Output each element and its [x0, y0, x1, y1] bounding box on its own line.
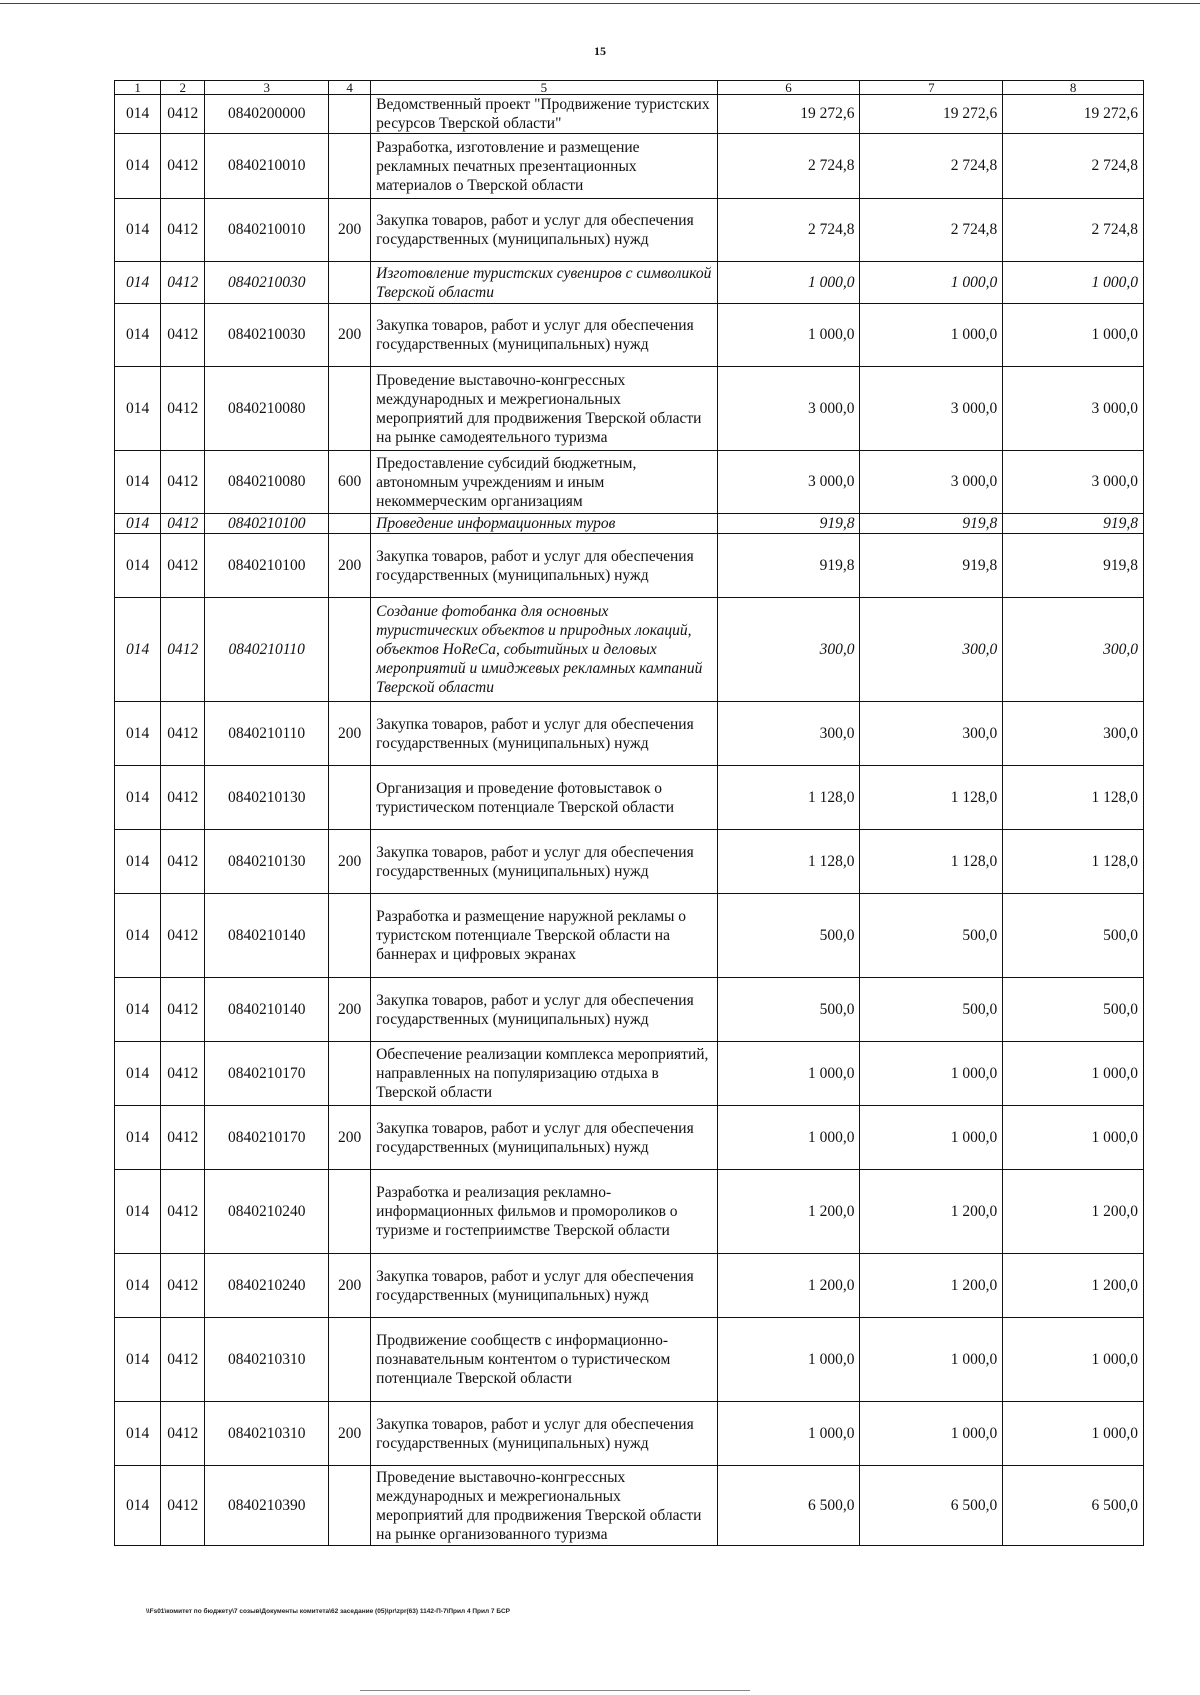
cell-amount-year2: 1 000,0 — [860, 1042, 1003, 1106]
cell-expense-type: 200 — [329, 830, 371, 894]
column-header: 4 — [329, 81, 371, 95]
cell-target-article: 0840210310 — [205, 1318, 329, 1402]
table-row — [115, 304, 1144, 367]
cell-section-code: 0412 — [161, 894, 205, 978]
cell-ministry-code: 014 — [115, 134, 161, 199]
cell-target-article: 0840210390 — [205, 1466, 329, 1546]
table-row — [115, 1042, 1144, 1106]
cell-amount-year3: 1 000,0 — [1003, 1042, 1144, 1106]
cell-amount-year3: 1 200,0 — [1003, 1254, 1144, 1318]
cell-ministry-code: 014 — [115, 514, 161, 534]
cell-amount-year3: 300,0 — [1003, 598, 1144, 702]
column-header: 8 — [1003, 81, 1144, 95]
cell-description: Проведение выставочно-конгрессных международных и межрегиональных мероприятий для продвижения Тверской области на рынке организованного туризма — [371, 1466, 717, 1546]
budget-table — [114, 80, 1144, 1546]
cell-target-article: 0840210030 — [205, 304, 329, 367]
cell-target-article: 0840200000 — [205, 95, 329, 134]
cell-description: Закупка товаров, работ и услуг для обеспечения государственных (муниципальных) нужд — [371, 304, 717, 367]
cell-amount-year1: 1 200,0 — [717, 1254, 860, 1318]
table-row — [115, 978, 1144, 1042]
cell-ministry-code: 014 — [115, 1106, 161, 1170]
cell-amount-year1: 1 000,0 — [717, 1318, 860, 1402]
cell-expense-type: 200 — [329, 1106, 371, 1170]
cell-description: Закупка товаров, работ и услуг для обеспечения государственных (муниципальных) нужд — [371, 978, 717, 1042]
cell-description: Создание фотобанка для основных туристических объектов и природных локаций, объектов HoReCa, событийных и деловых мероприятий и имиджевых рекламных кампаний Тверской области — [371, 598, 717, 702]
cell-description: Разработка и размещение наружной рекламы о туристском потенциале Тверской области на баннерах и цифровых экранах — [371, 894, 717, 978]
cell-amount-year3: 500,0 — [1003, 978, 1144, 1042]
cell-ministry-code: 014 — [115, 1318, 161, 1402]
cell-amount-year2: 1 200,0 — [860, 1254, 1003, 1318]
cell-ministry-code: 014 — [115, 367, 161, 451]
cell-ministry-code: 014 — [115, 199, 161, 262]
cell-amount-year2: 2 724,8 — [860, 134, 1003, 199]
column-header: 7 — [860, 81, 1003, 95]
top-border-line — [0, 3, 1200, 4]
table-row — [115, 534, 1144, 598]
cell-amount-year2: 300,0 — [860, 702, 1003, 766]
table-row — [115, 134, 1144, 199]
cell-target-article: 0840210030 — [205, 262, 329, 304]
cell-amount-year3: 19 272,6 — [1003, 95, 1144, 134]
cell-amount-year1: 2 724,8 — [717, 199, 860, 262]
cell-amount-year1: 1 128,0 — [717, 830, 860, 894]
cell-amount-year1: 1 000,0 — [717, 1106, 860, 1170]
cell-expense-type: 200 — [329, 978, 371, 1042]
cell-expense-type — [329, 95, 371, 134]
cell-ministry-code: 014 — [115, 534, 161, 598]
table-row — [115, 514, 1144, 534]
cell-section-code: 0412 — [161, 1042, 205, 1106]
cell-amount-year1: 2 724,8 — [717, 134, 860, 199]
table-row — [115, 766, 1144, 830]
cell-target-article: 0840210110 — [205, 598, 329, 702]
cell-amount-year3: 3 000,0 — [1003, 367, 1144, 451]
cell-expense-type: 200 — [329, 1254, 371, 1318]
cell-section-code: 0412 — [161, 830, 205, 894]
cell-section-code: 0412 — [161, 766, 205, 830]
cell-target-article: 0840210170 — [205, 1106, 329, 1170]
cell-ministry-code: 014 — [115, 1254, 161, 1318]
cell-amount-year1: 1 200,0 — [717, 1170, 860, 1254]
cell-section-code: 0412 — [161, 262, 205, 304]
column-header: 2 — [161, 81, 205, 95]
cell-expense-type — [329, 598, 371, 702]
cell-amount-year3: 1 200,0 — [1003, 1170, 1144, 1254]
cell-expense-type — [329, 766, 371, 830]
cell-expense-type — [329, 894, 371, 978]
cell-target-article: 0840210080 — [205, 451, 329, 514]
cell-section-code: 0412 — [161, 514, 205, 534]
table-row — [115, 95, 1144, 134]
cell-amount-year3: 1 000,0 — [1003, 1106, 1144, 1170]
cell-amount-year1: 1 000,0 — [717, 1042, 860, 1106]
table-row — [115, 262, 1144, 304]
cell-ministry-code: 014 — [115, 598, 161, 702]
table-row — [115, 598, 1144, 702]
cell-section-code: 0412 — [161, 1170, 205, 1254]
bottom-border-line — [360, 1690, 750, 1691]
cell-section-code: 0412 — [161, 1466, 205, 1546]
cell-target-article: 0840210110 — [205, 702, 329, 766]
cell-expense-type: 600 — [329, 451, 371, 514]
cell-ministry-code: 014 — [115, 1402, 161, 1466]
cell-expense-type — [329, 367, 371, 451]
cell-description: Ведомственный проект "Продвижение туристских ресурсов Тверской области" — [371, 95, 717, 134]
table-row — [115, 830, 1144, 894]
cell-amount-year3: 500,0 — [1003, 894, 1144, 978]
cell-expense-type: 200 — [329, 534, 371, 598]
cell-amount-year3: 1 128,0 — [1003, 766, 1144, 830]
cell-target-article: 0840210100 — [205, 534, 329, 598]
cell-section-code: 0412 — [161, 134, 205, 199]
cell-amount-year2: 500,0 — [860, 978, 1003, 1042]
cell-section-code: 0412 — [161, 978, 205, 1042]
table-row — [115, 367, 1144, 451]
cell-section-code: 0412 — [161, 451, 205, 514]
cell-amount-year1: 300,0 — [717, 702, 860, 766]
cell-target-article: 0840210010 — [205, 199, 329, 262]
cell-amount-year2: 19 272,6 — [860, 95, 1003, 134]
cell-ministry-code: 014 — [115, 830, 161, 894]
cell-amount-year1: 19 272,6 — [717, 95, 860, 134]
cell-amount-year2: 1 000,0 — [860, 1402, 1003, 1466]
cell-expense-type: 200 — [329, 1402, 371, 1466]
cell-amount-year2: 1 000,0 — [860, 262, 1003, 304]
cell-ministry-code: 014 — [115, 978, 161, 1042]
cell-amount-year2: 1 000,0 — [860, 1318, 1003, 1402]
cell-amount-year1: 1 128,0 — [717, 766, 860, 830]
cell-expense-type — [329, 134, 371, 199]
cell-amount-year1: 500,0 — [717, 894, 860, 978]
cell-description: Закупка товаров, работ и услуг для обеспечения государственных (муниципальных) нужд — [371, 1402, 717, 1466]
cell-section-code: 0412 — [161, 702, 205, 766]
table-row — [115, 1318, 1144, 1402]
cell-target-article: 0840210310 — [205, 1402, 329, 1466]
cell-expense-type: 200 — [329, 304, 371, 367]
cell-description: Продвижение сообществ с информационно-познавательным контентом о туристическом потенциале Тверской области — [371, 1318, 717, 1402]
cell-target-article: 0840210240 — [205, 1170, 329, 1254]
cell-expense-type — [329, 1466, 371, 1546]
cell-expense-type — [329, 1318, 371, 1402]
cell-section-code: 0412 — [161, 1106, 205, 1170]
table-row — [115, 894, 1144, 978]
cell-ministry-code: 014 — [115, 1170, 161, 1254]
cell-amount-year1: 919,8 — [717, 514, 860, 534]
cell-amount-year3: 300,0 — [1003, 702, 1144, 766]
column-header: 3 — [205, 81, 329, 95]
column-header: 5 — [371, 81, 717, 95]
cell-description: Разработка и реализация рекламно-информационных фильмов и промороликов о туризме и гостеприимстве Тверской области — [371, 1170, 717, 1254]
cell-amount-year2: 3 000,0 — [860, 367, 1003, 451]
cell-ministry-code: 014 — [115, 262, 161, 304]
cell-ministry-code: 014 — [115, 702, 161, 766]
cell-amount-year2: 2 724,8 — [860, 199, 1003, 262]
cell-target-article: 0840210170 — [205, 1042, 329, 1106]
cell-amount-year3: 2 724,8 — [1003, 134, 1144, 199]
cell-amount-year2: 500,0 — [860, 894, 1003, 978]
cell-amount-year3: 1 000,0 — [1003, 262, 1144, 304]
footer-file-path: \\Fs01\комитет по бюджету\7 созыв\Документы комитета\62 заседание (05)\pr\zpr(63) 1142-П-7\Прил 4 Прил 7 БСР — [146, 1608, 510, 1615]
cell-description: Обеспечение реализации комплекса мероприятий, направленных на популяризацию отдыха в Тверской области — [371, 1042, 717, 1106]
cell-amount-year2: 919,8 — [860, 534, 1003, 598]
cell-amount-year3: 1 128,0 — [1003, 830, 1144, 894]
cell-amount-year1: 1 000,0 — [717, 1402, 860, 1466]
cell-amount-year2: 3 000,0 — [860, 451, 1003, 514]
cell-section-code: 0412 — [161, 534, 205, 598]
cell-amount-year1: 300,0 — [717, 598, 860, 702]
table-row — [115, 702, 1144, 766]
page-number: 15 — [594, 44, 606, 58]
cell-amount-year2: 1 200,0 — [860, 1170, 1003, 1254]
cell-description: Закупка товаров, работ и услуг для обеспечения государственных (муниципальных) нужд — [371, 830, 717, 894]
cell-target-article: 0840210140 — [205, 978, 329, 1042]
cell-amount-year1: 3 000,0 — [717, 367, 860, 451]
cell-ministry-code: 014 — [115, 766, 161, 830]
column-header: 6 — [717, 81, 860, 95]
cell-amount-year2: 1 000,0 — [860, 304, 1003, 367]
cell-description: Разработка, изготовление и размещение рекламных печатных презентационных материалов о Тверской области — [371, 134, 717, 199]
cell-target-article: 0840210010 — [205, 134, 329, 199]
cell-target-article: 0840210080 — [205, 367, 329, 451]
cell-amount-year3: 1 000,0 — [1003, 304, 1144, 367]
table-body — [115, 95, 1144, 1546]
column-header: 1 — [115, 81, 161, 95]
table-row — [115, 1170, 1144, 1254]
cell-section-code: 0412 — [161, 367, 205, 451]
table-row — [115, 1466, 1144, 1546]
table-row — [115, 1254, 1144, 1318]
cell-description: Закупка товаров, работ и услуг для обеспечения государственных (муниципальных) нужд — [371, 702, 717, 766]
cell-section-code: 0412 — [161, 598, 205, 702]
cell-target-article: 0840210240 — [205, 1254, 329, 1318]
cell-amount-year1: 1 000,0 — [717, 262, 860, 304]
cell-section-code: 0412 — [161, 95, 205, 134]
cell-amount-year1: 1 000,0 — [717, 304, 860, 367]
cell-amount-year3: 919,8 — [1003, 514, 1144, 534]
cell-ministry-code: 014 — [115, 1042, 161, 1106]
cell-amount-year3: 1 000,0 — [1003, 1402, 1144, 1466]
cell-amount-year1: 919,8 — [717, 534, 860, 598]
cell-target-article: 0840210130 — [205, 766, 329, 830]
cell-amount-year2: 6 500,0 — [860, 1466, 1003, 1546]
table-row — [115, 1106, 1144, 1170]
table-row — [115, 199, 1144, 262]
cell-amount-year2: 1 128,0 — [860, 830, 1003, 894]
cell-amount-year2: 1 000,0 — [860, 1106, 1003, 1170]
cell-description: Закупка товаров, работ и услуг для обеспечения государственных (муниципальных) нужд — [371, 199, 717, 262]
cell-amount-year3: 6 500,0 — [1003, 1466, 1144, 1546]
cell-description: Закупка товаров, работ и услуг для обеспечения государственных (муниципальных) нужд — [371, 1106, 717, 1170]
cell-description: Проведение информационных туров — [371, 514, 717, 534]
cell-section-code: 0412 — [161, 199, 205, 262]
cell-amount-year2: 919,8 — [860, 514, 1003, 534]
cell-ministry-code: 014 — [115, 1466, 161, 1546]
cell-section-code: 0412 — [161, 1318, 205, 1402]
cell-amount-year1: 500,0 — [717, 978, 860, 1042]
cell-ministry-code: 014 — [115, 95, 161, 134]
cell-expense-type: 200 — [329, 199, 371, 262]
cell-expense-type — [329, 514, 371, 534]
cell-ministry-code: 014 — [115, 304, 161, 367]
table-header-row — [115, 81, 1144, 95]
cell-section-code: 0412 — [161, 1402, 205, 1466]
cell-description: Закупка товаров, работ и услуг для обеспечения государственных (муниципальных) нужд — [371, 1254, 717, 1318]
cell-target-article: 0840210100 — [205, 514, 329, 534]
cell-description: Проведение выставочно-конгрессных международных и межрегиональных мероприятий для продвижения Тверской области на рынке самодеятельного туризма — [371, 367, 717, 451]
cell-amount-year3: 3 000,0 — [1003, 451, 1144, 514]
cell-section-code: 0412 — [161, 1254, 205, 1318]
cell-amount-year1: 3 000,0 — [717, 451, 860, 514]
cell-description: Закупка товаров, работ и услуг для обеспечения государственных (муниципальных) нужд — [371, 534, 717, 598]
cell-amount-year1: 6 500,0 — [717, 1466, 860, 1546]
cell-description: Изготовление туристских сувениров с символикой Тверской области — [371, 262, 717, 304]
cell-amount-year3: 919,8 — [1003, 534, 1144, 598]
table-row — [115, 451, 1144, 514]
cell-amount-year3: 2 724,8 — [1003, 199, 1144, 262]
cell-amount-year3: 1 000,0 — [1003, 1318, 1144, 1402]
cell-description: Организация и проведение фотовыставок о туристическом потенциале Тверской области — [371, 766, 717, 830]
cell-section-code: 0412 — [161, 304, 205, 367]
cell-description: Предоставление субсидий бюджетным, автономным учреждениям и иным некоммерческим организациям — [371, 451, 717, 514]
cell-target-article: 0840210140 — [205, 894, 329, 978]
cell-amount-year2: 1 128,0 — [860, 766, 1003, 830]
table-row — [115, 1402, 1144, 1466]
cell-expense-type — [329, 1170, 371, 1254]
cell-amount-year2: 300,0 — [860, 598, 1003, 702]
cell-expense-type — [329, 262, 371, 304]
cell-ministry-code: 014 — [115, 451, 161, 514]
cell-target-article: 0840210130 — [205, 830, 329, 894]
cell-ministry-code: 014 — [115, 894, 161, 978]
cell-expense-type: 200 — [329, 702, 371, 766]
cell-expense-type — [329, 1042, 371, 1106]
